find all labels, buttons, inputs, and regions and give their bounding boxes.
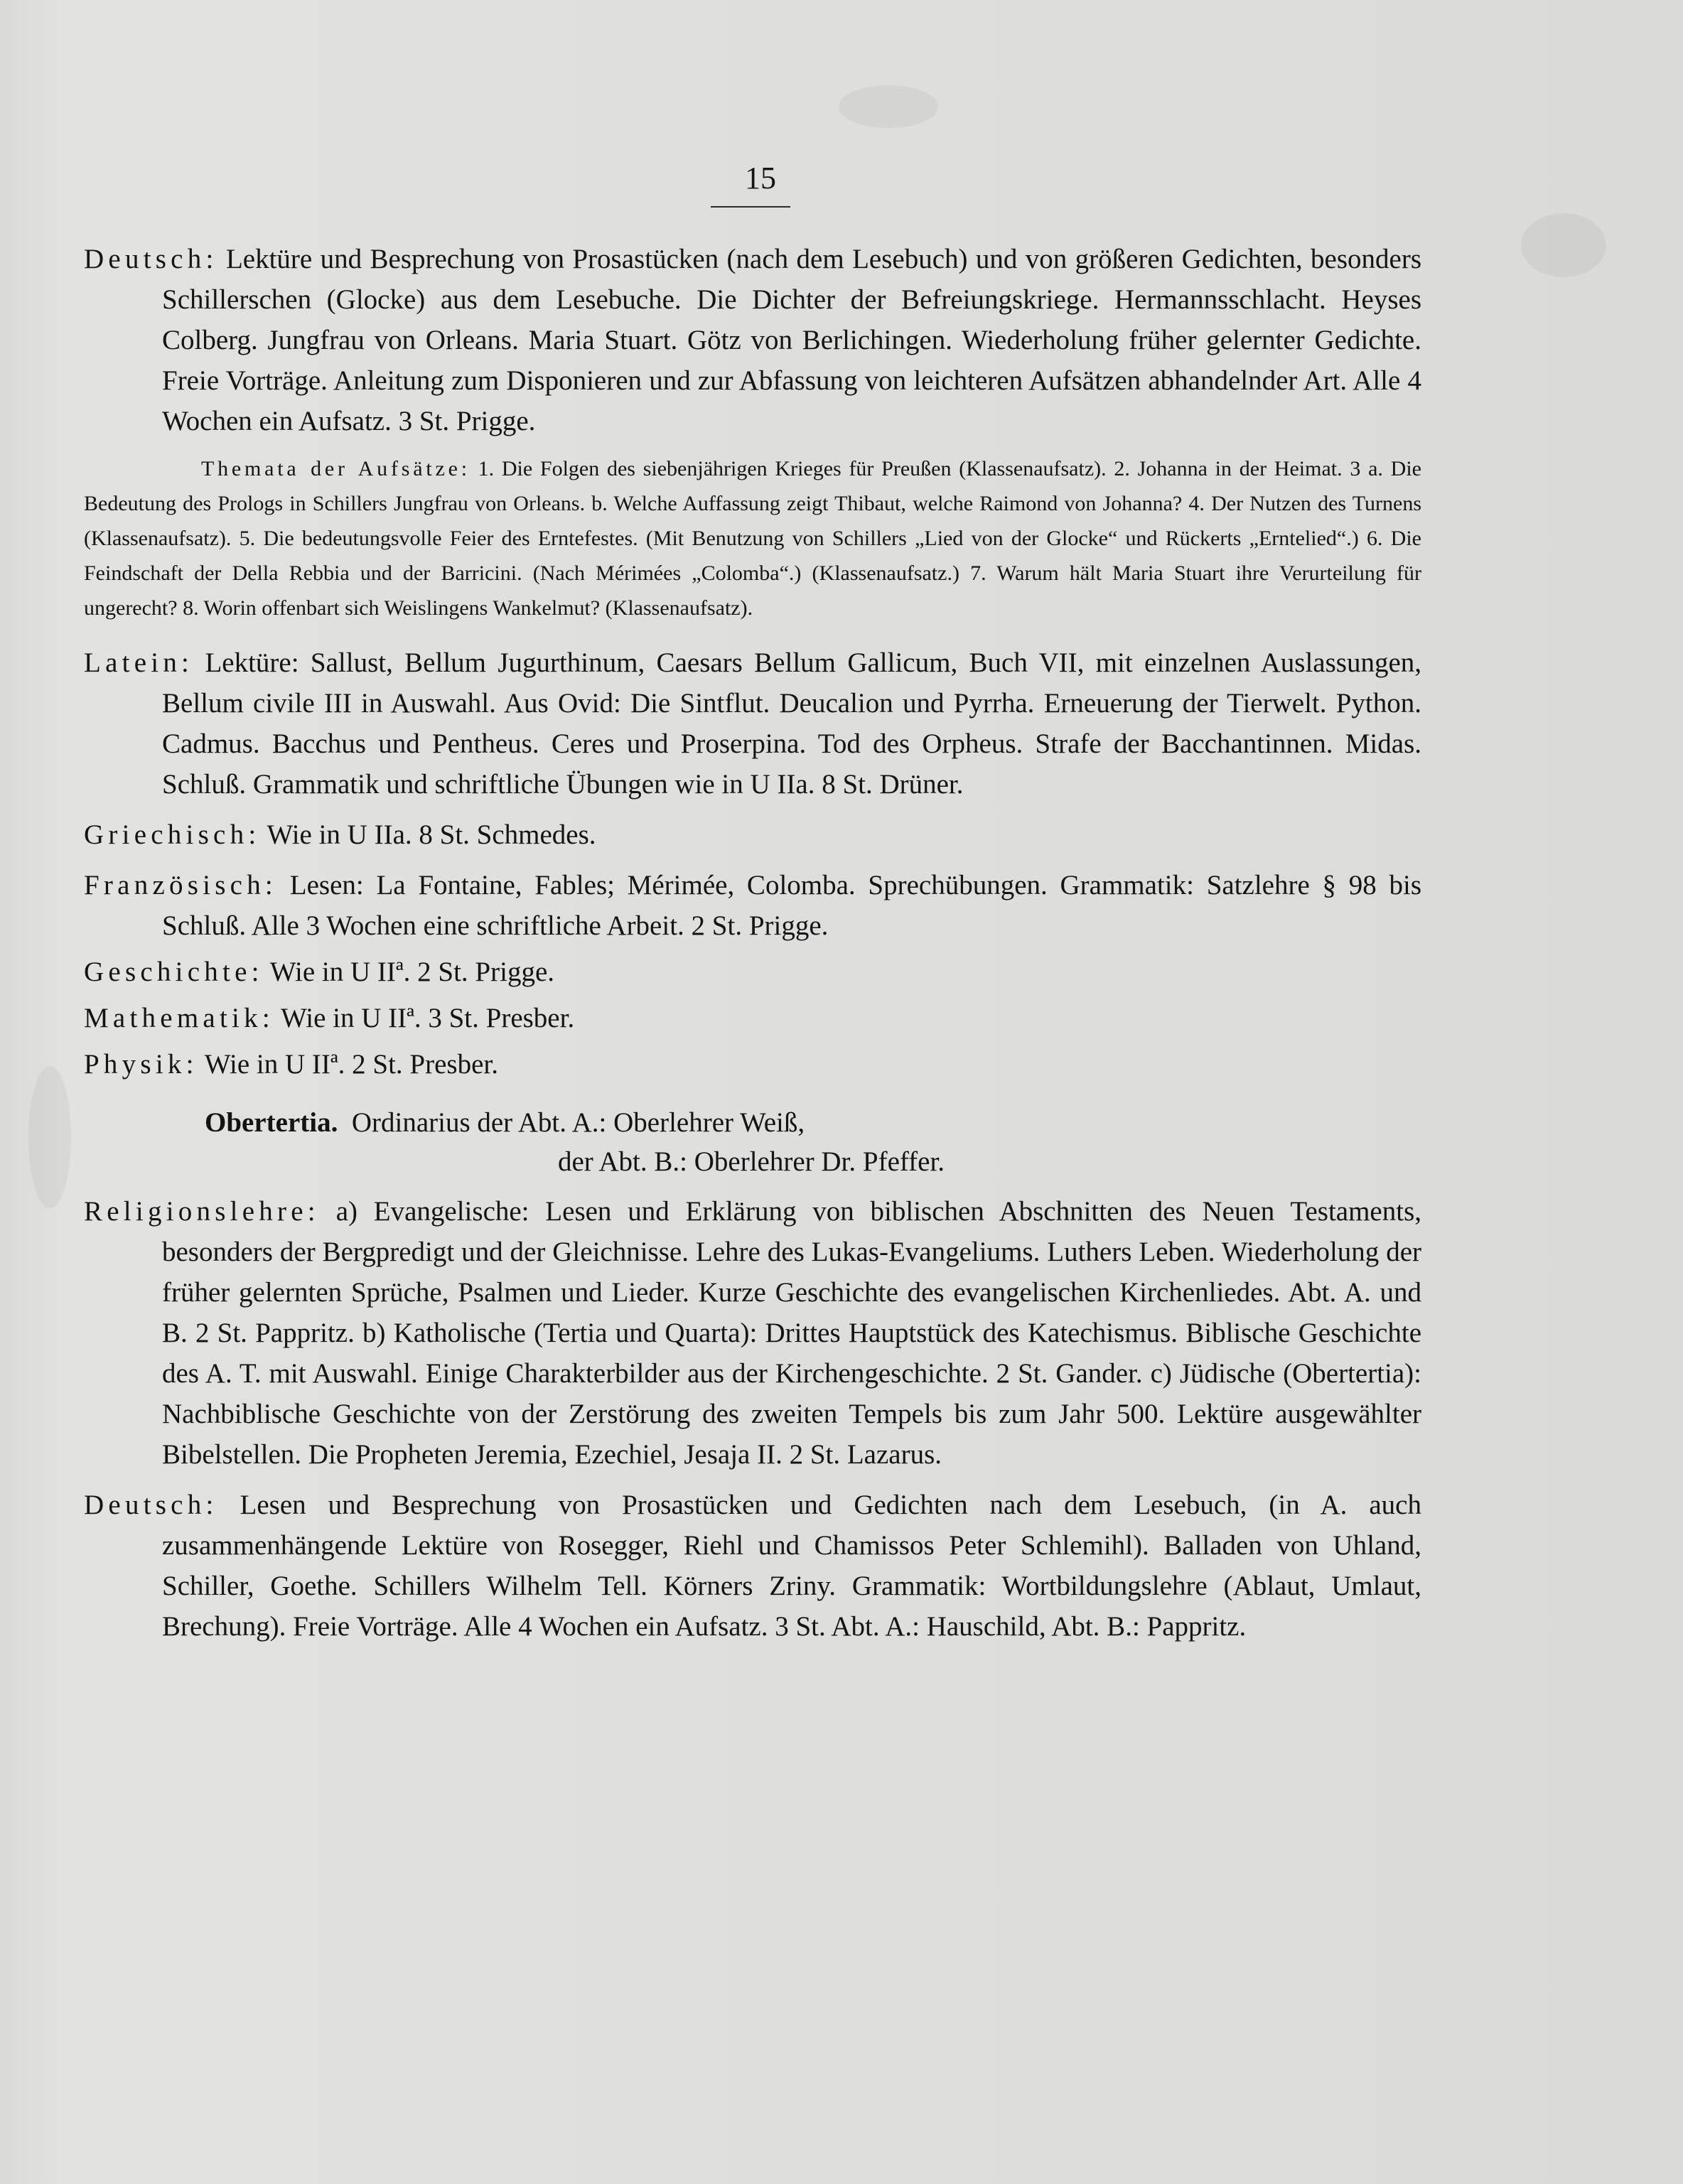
section-text: Wie in U IIª. 2 St. Prigge. <box>269 957 555 987</box>
obertertia-ordinarius-a: Ordinarius der Abt. A.: Oberlehrer Weiß, <box>351 1107 805 1138</box>
section-latein <box>84 642 1421 805</box>
section-physik <box>84 1044 1421 1085</box>
page-number-rule <box>711 206 790 208</box>
section-text: Lektüre und Besprechung von Prosastücken (nach dem Lesebuch) und von größeren Gedichten, besonders Schillerschen (Glocke) aus dem Lesebuche. Die Dichter der Befreiungskriege. Hermannsschlacht. Heyses Colberg. Jungfrau von Orleans. Maria Stuart. Götz von Berlichingen. Wiederholung früher gelernter Gedichte. Freie Vorträge. Anleitung zum Disponieren und zur Abfassung von leichteren Aufsätzen abhandelnder Art. Alle 4 Wochen ein Aufsatz. 3 St. Prigge. <box>162 244 1421 436</box>
section-franzoesisch <box>84 865 1421 946</box>
section-text: a) Evangelische: Lesen und Erklärung von biblischen Abschnitten des Neuen Testaments, besonders der Bergpredigt und der Gleichnisse. Lehre des Lukas-Evangeliums. Luthers Leben. Wiederholung der früher gelernten Sprüche, Psalmen und Lieder. Kurze Geschichte des evangelischen Kirchenliedes. Abt. A. und B. 2 St. Pappritz. b) Katholische (Tertia und Quarta): Drittes Hauptstück des Katechismus. Biblische Geschichte des A. T. mit Auswahl. Einige Charakterbilder aus der Kirchengeschichte. 2 St. Gander. c) Jüdische (Obertertia): Nachbiblische Geschichte von der Zerstörung des zweiten Tempels bis zum Jahr 500. Lektüre ausgewählter Bibelstellen. Die Propheten Jeremia, Ezechiel, Jesaja II. 2 St. Lazarus. <box>162 1196 1422 1470</box>
section-label: Deutsch: <box>84 244 218 274</box>
section-griechisch <box>84 814 1421 855</box>
themata-text: 1. Die Folgen des siebenjährigen Krieges für Preußen (Klassenaufsatz). 2. Johanna in der Heimat. 3 a. Die Bedeutung des Prologs in Schillers Jungfrau von Orleans. b. Welche Auffassung zeigt Thibaut, welche Raimond von Johanna? 4. Der Nutzen des Turnens (Klassenaufsatz). 5. Die bedeutungsvolle Feier des Erntefestes. (Mit Benutzung von Schillers „Lied von der Glocke“ und Rückerts „Erntelied“.) 6. Die Feindschaft der Della Rebbia und der Barricini. (Nach Mérimées „Colomba“.) (Klassenaufsatz.) 7. Warum hält Maria Stuart ihre Verurteilung für ungerecht? 8. Worin offenbart sich Weislingens Wankelmut? (Klassenaufsatz). <box>84 457 1421 620</box>
paper-stain <box>839 85 938 128</box>
section-text: Lektüre: Sallust, Bellum Jugurthinum, Caesars Bellum Gallicum, Buch VII, mit einzelnen Auslassungen, Bellum civile III in Auswahl. Aus Ovid: Die Sintflut. Deucalion und Pyrrha. Erneuerung der Tierwelt. Python. Cadmus. Bacchus und Pentheus. Ceres und Proserpina. Tod des Orpheus. Strafe der Bacchantinnen. Midas. Schluß. Grammatik und schriftliche Übungen wie in U IIa. 8 St. Drüner. <box>162 647 1421 800</box>
section-text: Wie in U IIa. 8 St. Schmedes. <box>267 819 596 850</box>
section-text: Lesen: La Fontaine, Fables; Mérimée, Colomba. Sprechübungen. Grammatik: Satzlehre § 98 bis Schluß. Alle 3 Wochen eine schriftliche Arbeit. 2 St. Prigge. <box>162 870 1422 941</box>
obertertia-line-1 <box>205 1103 1421 1142</box>
section-label: Griechisch: <box>84 819 261 850</box>
section-deutsch-obertertia <box>84 1485 1421 1647</box>
themata-der-aufsaetze <box>84 451 1421 625</box>
section-label: Geschichte: <box>84 957 264 987</box>
page-number: 15 <box>745 161 776 195</box>
obertertia-title: Obertertia. <box>205 1107 338 1138</box>
obertertia-line-2 <box>205 1142 1421 1181</box>
paper-stain <box>28 1066 71 1208</box>
section-label: Physik: <box>84 1049 198 1080</box>
obertertia-ordinarius-b: der Abt. B.: Oberlehrer Dr. Pfeffer. <box>558 1146 945 1177</box>
section-mathematik <box>84 998 1421 1038</box>
obertertia-heading <box>205 1103 1421 1181</box>
section-label: Mathematik: <box>84 1003 274 1033</box>
section-label: Latein: <box>84 647 194 678</box>
section-geschichte <box>84 952 1421 992</box>
section-label: Französisch: <box>84 870 278 900</box>
paper-stain <box>1521 213 1606 277</box>
section-label: Religionslehre: <box>84 1196 320 1227</box>
section-religionslehre <box>84 1191 1421 1475</box>
themata-label: Themata der Aufsätze: <box>201 457 471 480</box>
section-label: Deutsch: <box>84 1490 218 1520</box>
section-text: Lesen und Besprechung von Prosastücken und Gedichten nach dem Lesebuch, (in A. auch zusammenhängende Lektüre von Rosegger, Riehl und Chamissos Peter Schlemihl). Balladen von Uhland, Schiller, Goethe. Schillers Wilhelm Tell. Körners Zriny. Grammatik: Wortbildungslehre (Ablaut, Umlaut, Brechung). Freie Vorträge. Alle 4 Wochen ein Aufsatz. 3 St. Abt. A.: Hauschild, Abt. B.: Pappritz. <box>162 1490 1421 1642</box>
section-deutsch <box>84 239 1421 441</box>
section-text: Wie in U IIª. 2 St. Presber. <box>204 1049 498 1080</box>
page-body <box>84 239 1421 1647</box>
section-text: Wie in U IIª. 3 St. Presber. <box>280 1003 575 1033</box>
